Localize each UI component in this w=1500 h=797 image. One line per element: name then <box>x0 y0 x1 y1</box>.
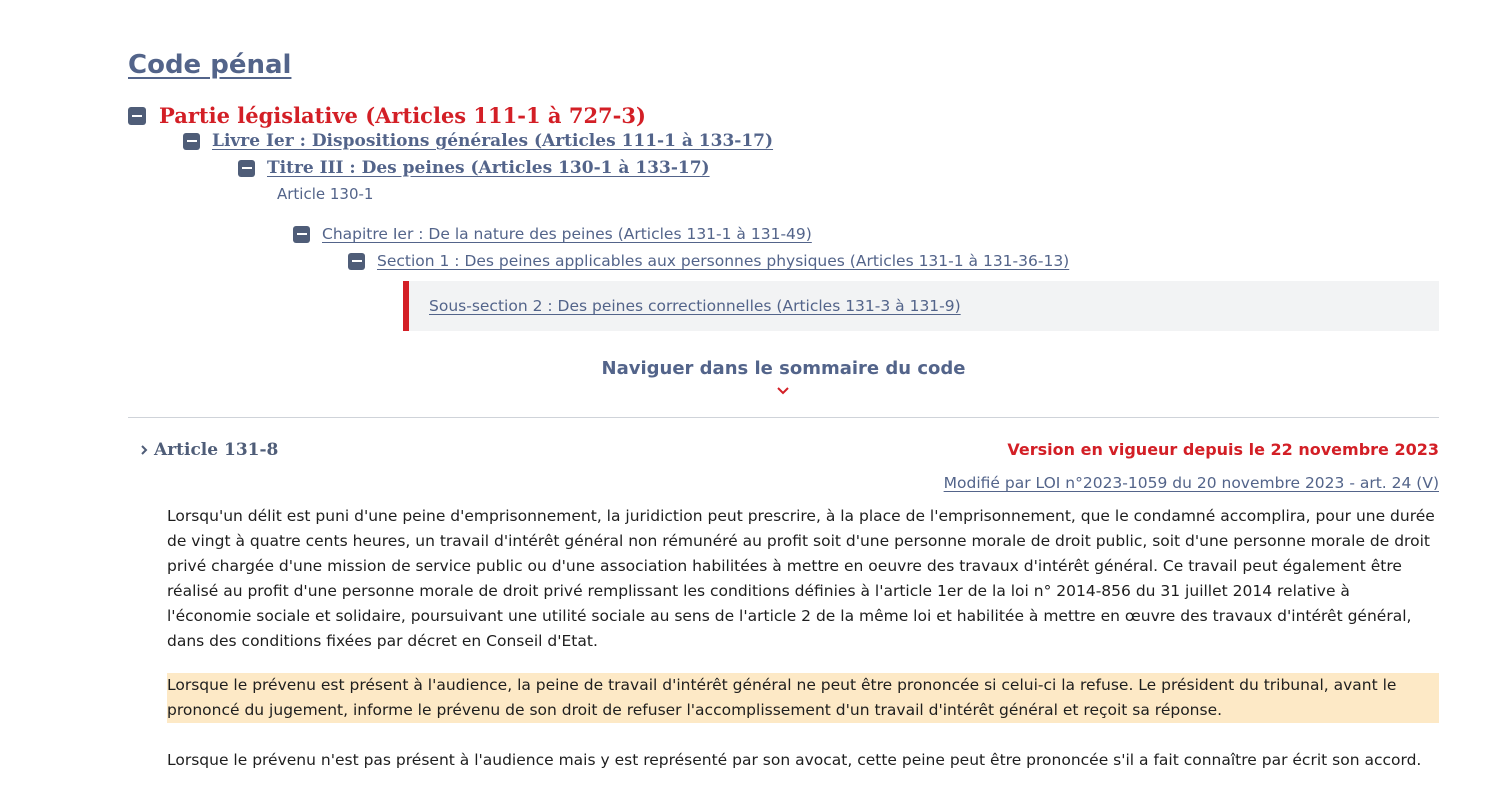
minus-square-icon[interactable] <box>128 107 146 125</box>
modified-by-link[interactable]: Modifié par LOI n°2023-1059 du 20 novembre 2023 - art. 24 (V) <box>943 474 1439 492</box>
tree-item-titre <box>238 158 710 178</box>
minus-square-icon[interactable] <box>293 226 310 243</box>
minus-square-icon[interactable] <box>183 133 200 150</box>
article-header[interactable] <box>140 440 278 460</box>
chevron-right-icon <box>140 444 148 456</box>
version-status: Version en vigueur depuis le 22 novembre 2023 <box>1007 440 1439 459</box>
article-title: Article 131-8 <box>154 440 279 460</box>
chapitre-link[interactable]: Chapitre Ier : De la nature des peines (Articles 131-1 à 131-49) <box>322 225 812 243</box>
partie-link[interactable]: Partie législative (Articles 111-1 à 727-3) <box>159 103 646 128</box>
navigate-summary-button[interactable]: Naviguer dans le sommaire du code <box>601 358 966 379</box>
minus-square-icon[interactable] <box>238 160 255 177</box>
minus-square-icon[interactable] <box>348 253 365 270</box>
code-page <box>128 0 1439 797</box>
sous-section-link[interactable]: Sous-section 2 : Des peines correctionnelles (Articles 131-3 à 131-9) <box>429 297 961 315</box>
article-paragraph: Lorsqu'un délit est puni d'une peine d'emprisonnement, la juridiction peut prescrire, à la place de l'emprisonnement, que le condamné accomplira, pour une durée de vingt à quatre cents heures, un travail d'intérêt général non rémunéré au profit soit d'une personne morale de droit public, soit d'une personne morale de droit privé chargée d'une mission de service public ou d'une association habilitées à mettre en oeuvre des travaux d'intérêt général. Ce travail peut également être réalisé au profit d'une personne morale de droit privé remplissant les conditions définies à l'article 1er de la loi n° 2014-856 du 31 juillet 2014 relative à l'économie sociale et solidaire, poursuivant une utilité sociale au sens de l'article 2 de la même loi et habilitée à mettre en œuvre des travaux d'intérêt général, dans des conditions fixées par décret en Conseil d'Etat. <box>167 507 1435 650</box>
tree-item-sous-section-current <box>403 281 1439 331</box>
tree-item-partie <box>128 103 646 128</box>
titre-link[interactable]: Titre III : Des peines (Articles 130-1 à 133-17) <box>267 158 710 178</box>
article-paragraph-highlighted: Lorsque le prévenu est présent à l'audience, la peine de travail d'intérêt général ne peut être prononcée si celui-ci la refuse. Le président du tribunal, avant le prononcé du jugement, informe le prévenu de son droit de refuser l'accomplissement d'un travail d'intérêt général et reçoit sa réponse. <box>167 673 1439 723</box>
livre-link[interactable]: Livre Ier : Dispositions générales (Articles 111-1 à 133-17) <box>212 131 774 151</box>
tree-item-livre <box>183 131 773 151</box>
divider <box>128 417 1439 418</box>
article-paragraph: Lorsque le prévenu n'est pas présent à l'audience mais y est représenté par son avocat, cette peine peut être prononcée s'il a fait connaître par écrit son accord. <box>167 751 1422 769</box>
tree-item-chapitre <box>293 225 812 243</box>
chevron-down-icon[interactable] <box>776 386 790 396</box>
page-title[interactable]: Code pénal <box>128 50 292 80</box>
section-link[interactable]: Section 1 : Des peines applicables aux personnes physiques (Articles 131-1 à 131-36-13) <box>377 252 1070 270</box>
article-130-1-link[interactable]: Article 130-1 <box>277 185 374 203</box>
tree-item-section <box>348 252 1069 270</box>
